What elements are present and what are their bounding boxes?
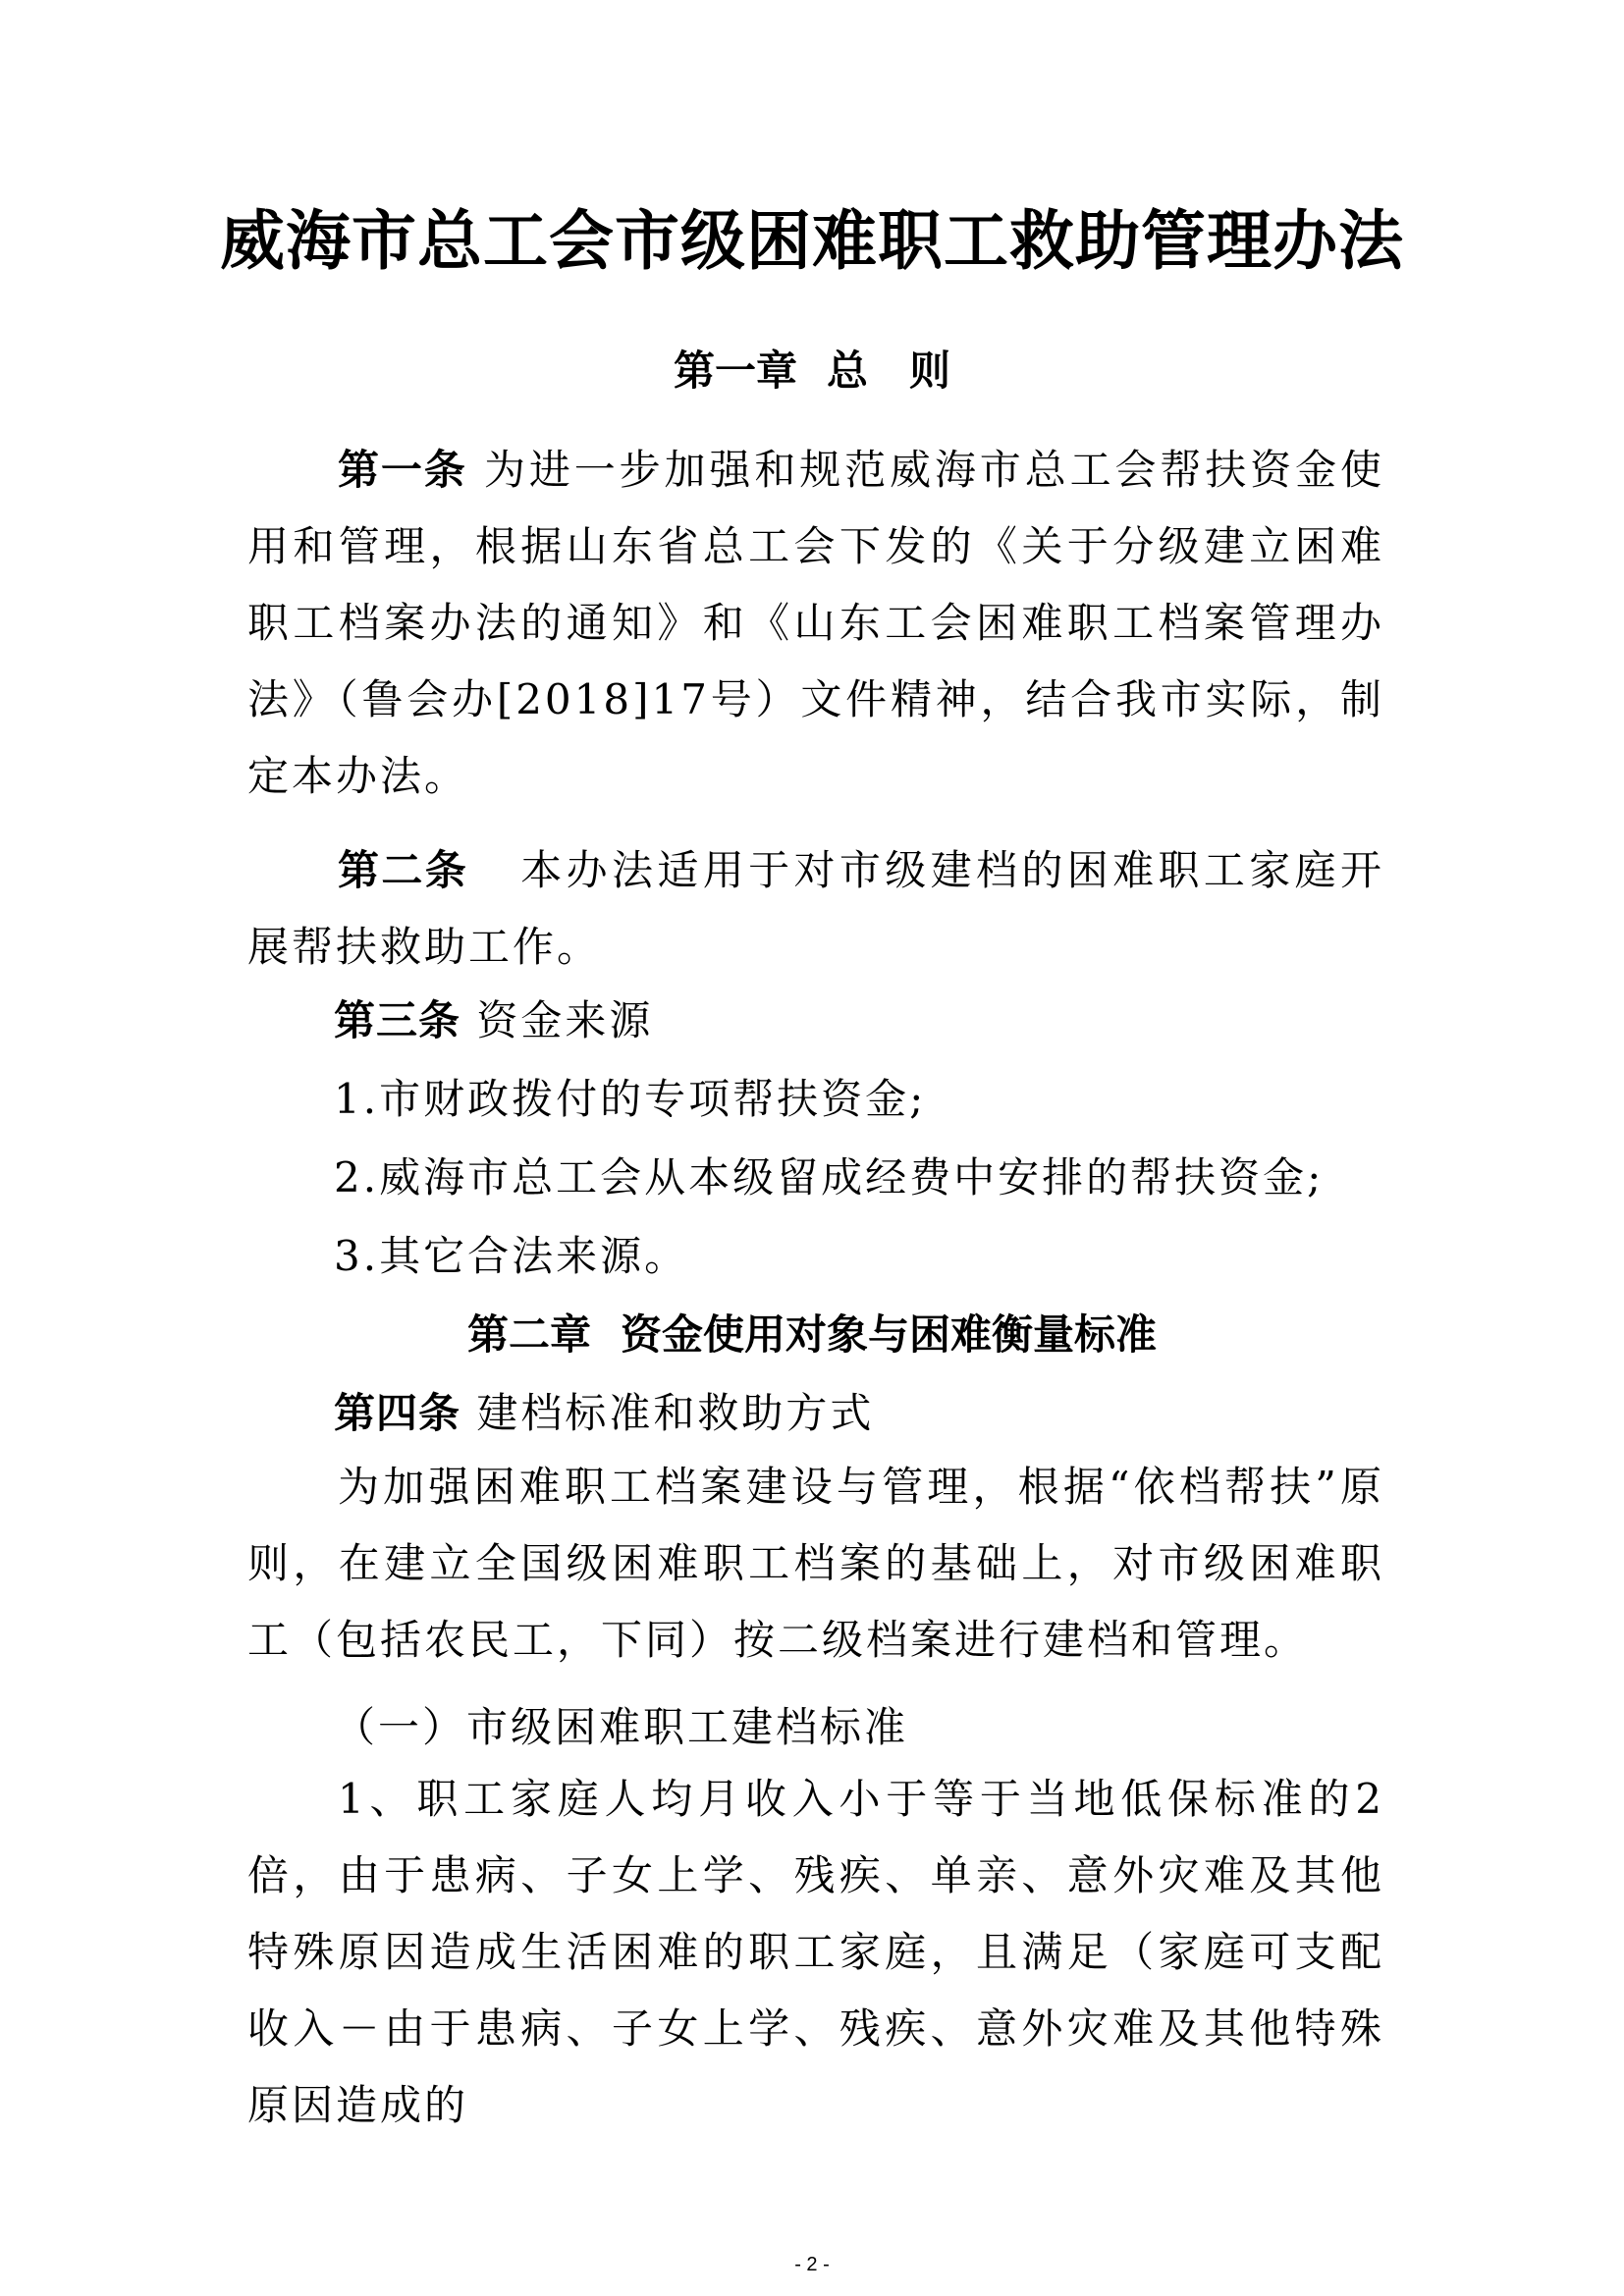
chapter-1-label: 第一章 — [673, 347, 797, 395]
article-2 — [247, 832, 1384, 986]
chapter-2-label: 第二章 — [466, 1310, 591, 1359]
article-1-label: 第一条 — [338, 446, 467, 494]
article-4-text: 建档标准和救助方式 — [476, 1389, 875, 1437]
chapter-1-heading — [0, 342, 1624, 400]
article-4 — [334, 1384, 874, 1443]
article-2-text: 本办法适用于对市级建档的困难职工家庭开展帮扶救助工作。 — [247, 846, 1384, 971]
funding-source-item: 3.其它合法来源。 — [334, 1232, 689, 1280]
chapter-2-name: 资金使用对象与困难衡量标准 — [621, 1310, 1158, 1359]
article-4-item-1: 1、职工家庭人均月收入小于等于当地低保标准的2倍，由于患病、子女上学、残疾、单亲、意外灾难及其他特殊原因造成生活困难的职工家庭，且满足（家庭可支配收入－由于患病、子女上学、残疾、意外灾难及其他特殊原因造成的 — [247, 1775, 1384, 2129]
article-2-label: 第二条 — [338, 846, 469, 894]
funding-source-item: 1.市财政拨付的专项帮扶资金; — [334, 1075, 927, 1123]
article-3 — [334, 991, 653, 1050]
article-1-text: 为进一步加强和规范威海市总工会帮扶资金使用和管理，根据山东省总工会下发的《关于分级建立困难职工档案办法的通知》和《山东工会困难职工档案管理办法》（鲁会办[2018]17号）文件精神，结合我市实际，制定本办法。 — [247, 446, 1384, 800]
funding-source-item: 2.威海市总工会从本级留成经费中安排的帮扶资金; — [334, 1153, 1325, 1201]
article-1 — [247, 432, 1384, 815]
article-3-text: 资金来源 — [476, 996, 654, 1044]
document-title: 威海市总工会市级困难职工救助管理办法 — [220, 202, 1404, 279]
article-4-subheading: （一）市级困难职工建档标准 — [334, 1703, 909, 1751]
article-3-label: 第三条 — [334, 996, 461, 1044]
page-number: - 2 - — [794, 2254, 830, 2275]
chapter-2-heading — [0, 1306, 1624, 1364]
article-4-label: 第四条 — [334, 1389, 461, 1437]
chapter-1-name: 总 则 — [827, 347, 951, 395]
article-4-paragraph: 为加强困难职工档案建设与管理，根据“依档帮扶”原则，在建立全国级困难职工档案的基础上，对市级困难职工（包括农民工，下同）按二级档案进行建档和管理。 — [247, 1463, 1384, 1664]
